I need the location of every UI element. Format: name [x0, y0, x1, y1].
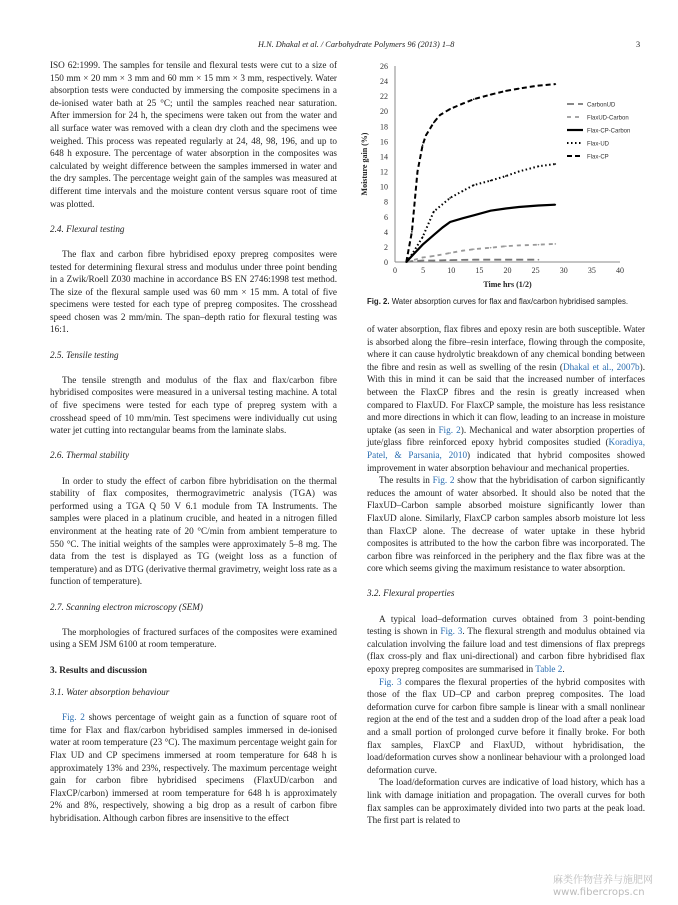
data-point [439, 114, 441, 116]
paragraph-tensile-testing: The tensile strength and modulus of the flax and flax/carbon fibre hybridised composites were measured in a universal testing machine. A total of five specimens were tested for each type of prepreg system with a crosshead speed of 10 mm/min. Test specimens were individually cut using water jet cutting into rectangular beams from the laminate slabs. [50, 374, 337, 436]
data-point [473, 214, 475, 216]
x-tick-label: 10 [447, 266, 456, 275]
paragraph-water-absorption [50, 711, 337, 824]
y-tick-label: 0 [384, 258, 388, 267]
x-tick-label: 25 [531, 266, 540, 275]
paragraph-flexural-comparison [367, 676, 645, 777]
data-point [449, 108, 451, 110]
paragraph-text: compares the flexural properties of the hybrid composites with those of the flax UD–CP and carbon prepreg composites. The load deformation curve for carbon fibre sample is linear with a small nonlinear region at the end of the test and a sudden drop of the load after a peak load and a small portion of prolonged curve before it finally broke. For both flax samples, FlaxCP and FlaxUD, without hybridisation, the load/deformation curves show a nonlinear behaviour with a prolonged load deformation curve. [367, 676, 645, 775]
data-point [422, 260, 424, 262]
figure-caption-text: Water absorption curves for flax and flax/carbon hybridised samples. [389, 297, 629, 306]
legend-label: Flax-CP-Carbon [587, 128, 631, 135]
paragraph-methods-cont: ISO 62:1999. The samples for tensile and flexural tests were cut to a size of 150 mm × 20 mm × 3 mm and 60 mm × 15 mm × 3 mm, respectively. Water absorption tests were conducted by immersing the composite specimens in a de-ionised water bath at 25 °C; until the samples reached near saturation. After immersion for 24 h, the specimens were taken out from the water and all surface water was removed with a clean dry cloth and the specimens wee weighed. This process was repeated regularly at 24, 48, 98, 196, and up to 648 h exposure. The percentage of water absorption in the composites was calculated by weight difference between the samples immersed in water and the dry samples. The percentage weight gain of the samples was measured at different time intervals and the moisture content versus square root of time was plotted. [50, 60, 337, 209]
data-point [490, 210, 492, 212]
data-point [405, 261, 407, 263]
paragraph-hybridisation-results [367, 474, 645, 575]
data-point [425, 135, 427, 137]
data-point [505, 90, 507, 92]
watermark-line-1: 麻类作物营养与施肥网 [553, 875, 653, 886]
y-tick-label: 20 [380, 107, 388, 117]
data-point [411, 260, 413, 262]
data-point [422, 144, 424, 146]
data-point [411, 231, 413, 233]
data-point [449, 259, 451, 261]
paragraph-text: ). Mechanical and water absorption properties of jute/glass fibre reinforced epoxy hybrid composites studied ( [367, 424, 645, 448]
x-tick-label: 0 [393, 266, 397, 275]
y-tick-label: 26 [380, 62, 388, 71]
data-point [518, 171, 520, 173]
data-point [422, 236, 424, 238]
data-point [422, 244, 424, 246]
section-heading-3: 3. Results and discussion [50, 664, 148, 675]
figure-2 [355, 56, 645, 318]
page-number: 3 [636, 40, 641, 49]
x-tick-label: 35 [587, 266, 596, 275]
x-tick-label: 15 [475, 266, 484, 275]
fig-3-link[interactable]: Fig. 3 [440, 626, 463, 637]
data-point [555, 204, 557, 206]
data-point [538, 165, 540, 167]
data-point [433, 211, 435, 213]
paragraph-thermal-stability: In order to study the effect of carbon fibre hybridisation on the thermal stability of flax composites, thermogravimetric analysis (TGA) was performed using a TGA Q 50 V 6.1 module from TA Instruments. The samples were placed in a platinum crucible, and heated in a nitrogen filled environment at the heating rate of 20 °C/min from ambient temperature to 550 °C. The initial weights of the samples were approximately 5–8 mg. The data from the test is displayed as TG (weight loss as a function of temperature) and as DTG (derivative thermal gravimetry, weight loss rate as a function of temperature). [50, 475, 337, 587]
x-axis-label: Time hrs (1/2) [483, 280, 532, 289]
paragraph-flexural-testing: The flax and carbon fibre hybridised epoxy prepreg composites were tested for determining flexural stress and modulus under three point bending in a Zwik/Roell Z030 machine in accordance BS EN 2746:1998 test method. The size of the flexural sample used was 60 mm × 15 mm. A total of five specimens were tested for each type of prepreg composites. The crosshead speed chosen was 2 mm/min. The span–depth ratio for flexural testing was 16:1. [50, 248, 337, 335]
fig-2-link[interactable]: Fig. 2 [62, 712, 85, 723]
data-point [518, 88, 520, 90]
data-point [473, 248, 475, 250]
y-tick-label: 8 [384, 197, 388, 207]
data-point [433, 234, 435, 236]
data-point [442, 227, 444, 229]
data-point [538, 259, 540, 261]
series-line-flax-cp [406, 84, 555, 262]
section-heading-3-1: 3.1. Water absorption behaviour [50, 687, 170, 698]
section-heading-2-5: 2.5. Tensile testing [50, 349, 119, 360]
paragraph-text: . [562, 664, 565, 675]
section-heading-2-6: 2.6. Thermal stability [50, 450, 130, 461]
data-point [462, 217, 464, 219]
data-point [538, 205, 540, 207]
figure-caption [367, 297, 647, 306]
x-tick-label: 5 [421, 266, 426, 275]
data-point [518, 245, 520, 247]
legend-label: Flax-CP [587, 154, 609, 161]
y-tick-label: 10 [380, 182, 388, 192]
y-tick-label: 12 [380, 167, 388, 177]
running-header: H.N. Dhakal et al. / Carbohydrate Polymers 96 (2013) 1–8 [258, 40, 455, 49]
paragraph-text: show that the hybridisation of carbon significantly reduces the amount of water absorbed. It should also be noted that the FlaxUD–Carbon sample absorbed moisture significantly lower than FlaxUD alone. Similarly, FlaxCP carbon samples absorb moisture lot less than FlaxCP alone. The decrease of water uptake in these hybrid composites is attributed to the how the carbon fibre was incorporated. The carbon fibre was reinforced in the periphery and the flax fibre was at the core which seems giving the maximum resistance to water absorption. [367, 475, 645, 574]
x-tick-label: 40 [616, 266, 624, 275]
data-point [462, 250, 464, 252]
data-point [462, 190, 464, 192]
paragraph-text: of water absorption, flax fibres and epoxy resin are both susceptible. Water is absorbed along the fibre–resin interface, flowing through the composite, where it can cause hydrolytic breakdown of any chemical bonding between the fibre and resin as well as swelling of the resin ( [367, 324, 645, 372]
data-point [449, 221, 451, 223]
data-point [555, 243, 557, 245]
data-point [449, 252, 451, 254]
section-heading-2-7: 2.7. Scanning electron microscopy (SEM) [50, 601, 203, 612]
data-point [518, 206, 520, 208]
data-point [473, 184, 475, 186]
data-point [490, 180, 492, 182]
data-point [538, 85, 540, 87]
data-point [411, 254, 413, 256]
left-column [50, 59, 337, 825]
figure-caption-label: Fig. 2. [367, 297, 390, 306]
data-point [538, 244, 540, 246]
paragraph-text: The results in [379, 475, 433, 486]
data-point [473, 98, 475, 100]
data-point [505, 175, 507, 177]
data-point [433, 122, 435, 124]
x-tick-label: 30 [559, 266, 568, 275]
y-tick-label: 18 [380, 122, 388, 132]
y-tick-label: 24 [380, 77, 388, 87]
paragraph-text: . The flexural strength and modulus obtained via calculation involving the failure load and test dimensions of flax prepregs (flax cross-ply and flax uni-directional) and carbon fibre hybridised flax epoxy prepreg composites are summarised in [367, 626, 645, 675]
water-absorption-chart [355, 56, 645, 296]
data-point [433, 255, 435, 257]
paragraph-load-deformation: The load/deformation curves are indicative of load history, which has a link with damage initiation and propagation. The overall curves for both flax samples can be approximately divided into two parts at the peak load. The first part is related to [367, 777, 645, 826]
paragraph-absorption-mechanism [367, 323, 645, 474]
citation-link[interactable]: Koradiya, Patel, & Parsania, 2010 [367, 437, 645, 460]
paragraph-text: shows percentage of weight gain as a function of square root of time for Flax and flax/carbon hybridised samples immersed in de-ionised water at room temperature (23 °C). The maximum percentage weight gain for Flax UD and CP specimens immersed at room temperature for 648 h is approximately 13% and 23%, respectively. The maximum percentage weight gain for carbon fibre hybridised specimens (FlaxUD/carbon and FlaxCP/carbon) immersed at room temperature for 648 h is approximately 2% and 8%, respectively, showing a big drop as a result of carbon fibre hybridisation. Although carbon fibres are insensitive to the effect [50, 712, 337, 824]
paragraph-text: ). With this in mind it can be said that the increased number of interfaces between the FlaxCP fibres and the resin is greatly increased when compared to FlaxUD. For FlaxCP sample, the moisture has less resistance and more directions in which it can flow, leading to an increase in moisture uptake (as seen in [367, 361, 645, 435]
data-point [555, 163, 557, 165]
y-tick-label: 16 [380, 137, 388, 147]
y-axis-label: Moisture gain (%) [360, 132, 369, 196]
data-point [555, 83, 557, 85]
fig-2-link[interactable]: Fig. 2 [438, 424, 461, 435]
data-point [505, 259, 507, 261]
paragraph-text: A typical load–deformation curves obtained from 3 point-bending testing is shown in [367, 613, 645, 637]
legend-label: Flax-UD [587, 141, 609, 148]
fig-2-link[interactable]: Fig. 2 [432, 475, 455, 486]
citation-link[interactable]: Dhakal et al., 2007b [562, 361, 640, 372]
y-tick-label: 22 [380, 92, 388, 102]
data-point [505, 208, 507, 210]
legend-label: CarbonUD [587, 102, 616, 109]
section-heading-2-4: 2.4. Flexural testing [50, 223, 125, 234]
watermark-line-2: www.fibercrops.cn [553, 887, 645, 898]
y-tick-label: 6 [384, 212, 388, 222]
section-heading-3-2: 3.2. Flexural properties [367, 588, 455, 599]
paragraph-flexural-properties [367, 613, 645, 676]
data-point [505, 245, 507, 247]
data-point [449, 197, 451, 199]
y-tick-label: 4 [384, 227, 388, 237]
paragraph-text: ) indicated that hybrid composites showed improvement in water absorption behaviour and mechanical properties. [367, 449, 645, 473]
data-point [417, 171, 419, 173]
table-2-link[interactable]: Table 2 [535, 664, 563, 675]
data-point [473, 259, 475, 261]
y-tick-label: 2 [384, 242, 388, 252]
fig-3-link[interactable]: Fig. 3 [379, 676, 402, 687]
data-point [490, 247, 492, 249]
x-tick-label: 20 [503, 266, 512, 275]
watermark [553, 875, 653, 899]
paragraph-sem: The morphologies of fractured surfaces of the composites were examined using a SEM JSM 6100 at room temperature. [50, 626, 337, 650]
data-point [462, 103, 464, 105]
data-point [490, 94, 492, 96]
data-point [433, 260, 435, 262]
series-line-flax-cp-carbon [406, 205, 555, 262]
y-tick-label: 14 [380, 152, 388, 162]
right-column [367, 323, 645, 827]
data-point [422, 257, 424, 259]
legend-label: FlaxUD-Carbon [587, 115, 629, 122]
